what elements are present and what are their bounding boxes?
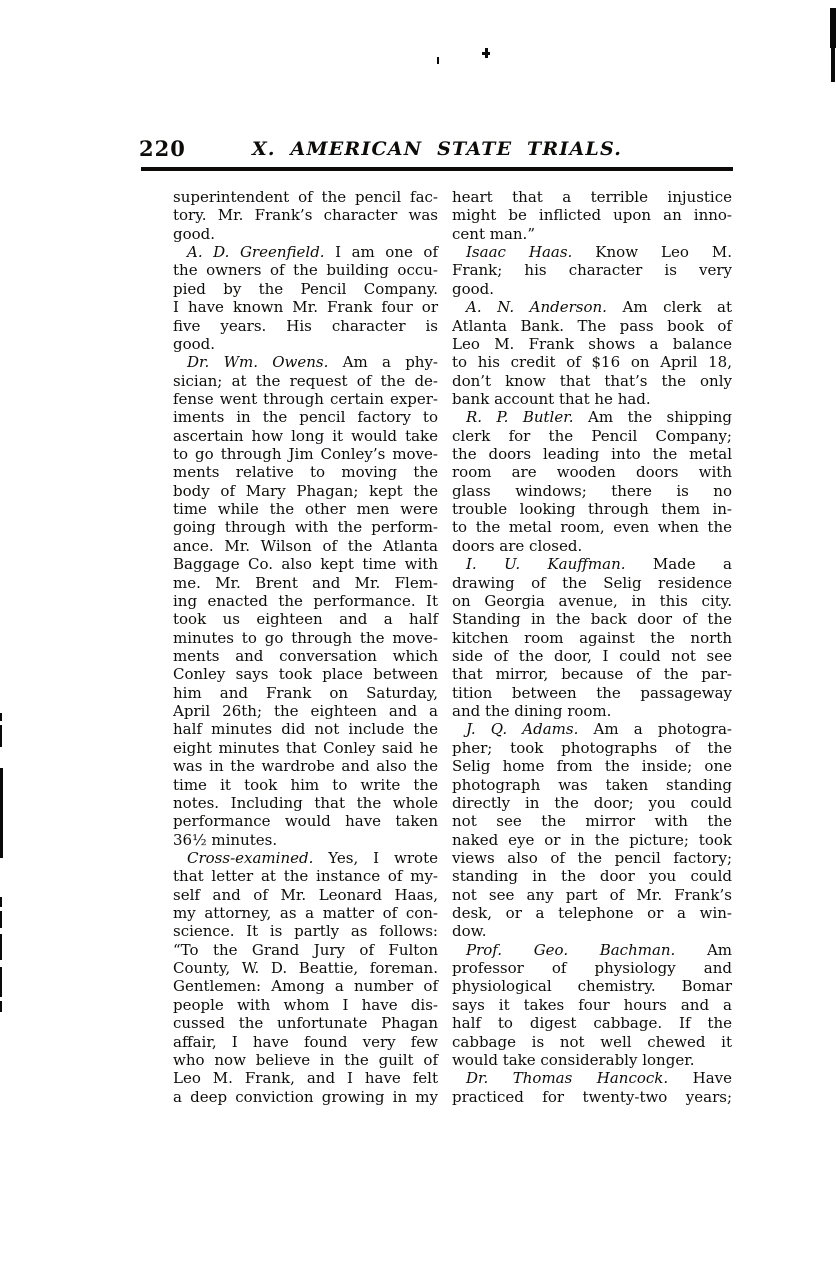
text-line: half minutes did not include the [173,720,438,739]
text-line: Leo M. Frank shows a balance [452,334,732,353]
text-line: room are wooden doors with [452,463,732,482]
text-line: notes. Including that the whole [173,793,438,812]
text-line: ing enacted the performance. It [173,591,438,610]
text-line: performance would have taken [173,812,438,831]
text-line: not see the mirror with the [452,812,732,831]
text-line: on Georgia avenue, in this city. [452,591,732,610]
text-line: Frank; his character is very [452,261,732,280]
scan-artifact-left-dash [0,911,2,928]
text-line: affair, I have found very few [173,1032,438,1051]
text-line: time while the other men were [173,500,438,519]
page-number: 220 [139,136,186,161]
text-line: sician; at the request of the de- [173,371,438,390]
text-line: him and Frank on Saturday, [173,683,438,702]
text-line: superintendent of the pencil fac- [173,188,438,206]
text-line: photograph was taken standing [452,775,732,794]
text-line: Conley says took place between [173,665,438,684]
text-line: going through with the perform- [173,518,438,537]
text-line: “To the Grand Jury of Fulton [173,940,438,959]
text-line: County, W. D. Beattie, foreman. [173,959,438,978]
scan-artifact-left-dash [0,713,2,721]
text-line: that mirror, because of the par- [452,665,732,684]
text-line: half to digest cabbage. If the [452,1014,732,1033]
text-line: Prof. Geo. Bachman. Am [466,940,732,959]
text-line: to go through Jim Conley’s move- [173,445,438,464]
text-line: who now believe in the guilt of [173,1050,438,1069]
text-line: J. Q. Adams. Am a photogra- [466,720,732,739]
text-line: I have known Mr. Frank four or [173,298,438,317]
text-line: desk, or a telephone or a win- [452,904,732,923]
text-line: pied by the Pencil Company. [173,279,438,298]
scan-artifact-left-dash [0,934,2,960]
text-line: body of Mary Phagan; kept the [173,481,438,500]
text-line: directly in the door; you could [452,793,732,812]
text-line: Baggage Co. also kept time with [173,555,438,574]
text-line: practiced for twenty-two years; [452,1087,732,1106]
text-line: clerk for the Pencil Company; [452,426,732,445]
text-line: the doors leading into the metal [452,445,732,464]
text-line: Gentlemen: Among a number of [173,977,438,996]
text-line: drawing of the Selig residence [452,573,732,592]
text-line: eight minutes that Conley said he [173,738,438,757]
scan-artifact-left-dash [0,967,2,997]
text-line: ance. Mr. Wilson of the Atlanta [173,536,438,555]
text-line: bank account that he had. [452,389,651,408]
text-line: took us eighteen and a half [173,610,438,629]
text-line: April 26th; the eighteen and a [173,702,438,721]
scan-artifact-left-dash [0,1001,2,1012]
text-line: Cross-examined. Yes, I wrote [187,848,438,867]
scan-artifact-speck [437,57,439,64]
left-column [173,188,438,1106]
text-line: a deep conviction growing in my [173,1087,438,1106]
header-rule [141,167,733,171]
text-line: the owners of the building occu- [173,261,438,280]
text-line: minutes to go through the move- [173,628,438,647]
text-line: not see any part of Mr. Frank’s [452,885,732,904]
text-line: glass windows; there is no [452,481,732,500]
text-line: was in the wardrobe and also the [173,757,438,776]
text-line: Isaac Haas. Know Leo M. [466,243,732,262]
text-line: I. U. Kauffman. Made a [466,555,732,574]
scan-artifact-left-dash [0,897,2,907]
text-line: cussed the unfortunate Phagan [173,1014,438,1033]
text-line: people with whom I have dis- [173,995,438,1014]
running-title: X. AMERICAN STATE TRIALS. [251,138,623,160]
text-line: A. N. Anderson. Am clerk at [466,298,732,317]
text-line: Dr. Wm. Owens. Am a phy- [187,353,439,372]
text-line: R. P. Butler. Am the shipping [466,408,732,427]
text-line: me. Mr. Brent and Mr. Flem- [173,573,438,592]
text-line: five years. His character is [173,316,438,335]
text-line: heart that a terrible injustice [452,188,732,206]
text-line: fense went through certain exper- [173,389,438,408]
text-line: physiological chemistry. Bomar [452,977,732,996]
text-line: pher; took photographs of the [452,738,732,757]
text-line: standing in the door you could [452,867,732,886]
text-line: iments in the pencil factory to [173,408,438,427]
text-line: to the metal room, even when the [452,518,732,537]
text-line: that letter at the instance of my- [173,867,438,886]
text-line: side of the door, I could not see [452,646,732,665]
scan-artifact-right-bar [830,8,836,48]
text-line: trouble looking through them in- [452,500,732,519]
text-line: good. [173,224,216,243]
text-line: science. It is partly as follows: [173,922,438,941]
text-line: would take considerably longer. [452,1050,695,1069]
text-line: ments relative to moving the [173,463,438,482]
text-line: doors are closed. [452,536,583,555]
text-line: ascertain how long it would take [173,426,438,445]
text-line: good. [452,279,495,298]
text-line: tition between the passageway [452,683,732,702]
scan-artifact-left-line [0,768,3,858]
text-line: Selig home from the inside; one [452,757,732,776]
scan-artifact-right-bar-lower [831,48,835,82]
text-line: cabbage is not well chewed it [452,1032,732,1051]
text-line: my attorney, as a matter of con- [173,904,438,923]
text-line: Standing in the back door of the [452,610,732,629]
text-line: A. D. Greenfield. I am one of [187,243,438,262]
text-line: dow. [452,922,487,941]
scan-artifact-left-dash [0,725,2,747]
text-line: views also of the pencil factory; [452,848,732,867]
text-line: kitchen room against the north [452,628,732,647]
text-line: and the dining room. [452,702,612,721]
text-line: Atlanta Bank. The pass book of [452,316,732,335]
right-column [452,188,732,1106]
text-line: good. [173,334,216,353]
scan-artifact-cross-v [485,48,488,58]
text-line: ments and conversation which [173,646,438,665]
text-line: don’t know that that’s the only [452,371,732,390]
text-line: 36½ minutes. [173,830,278,849]
text-line: might be inflicted upon an inno- [452,206,732,225]
text-line: Leo M. Frank, and I have felt [173,1069,438,1088]
text-line: naked eye or in the picture; took [452,830,732,849]
text-line: to his credit of $16 on April 18, [452,353,732,372]
text-line: time it took him to write the [173,775,438,794]
text-line: Dr. Thomas Hancock. Have [466,1069,732,1088]
text-line: cent man.” [452,224,535,243]
text-line: says it takes four hours and a [452,995,732,1014]
text-line: tory. Mr. Frank’s character was [173,206,438,225]
text-line: professor of physiology and [452,959,732,978]
text-line: self and of Mr. Leonard Haas, [173,885,438,904]
